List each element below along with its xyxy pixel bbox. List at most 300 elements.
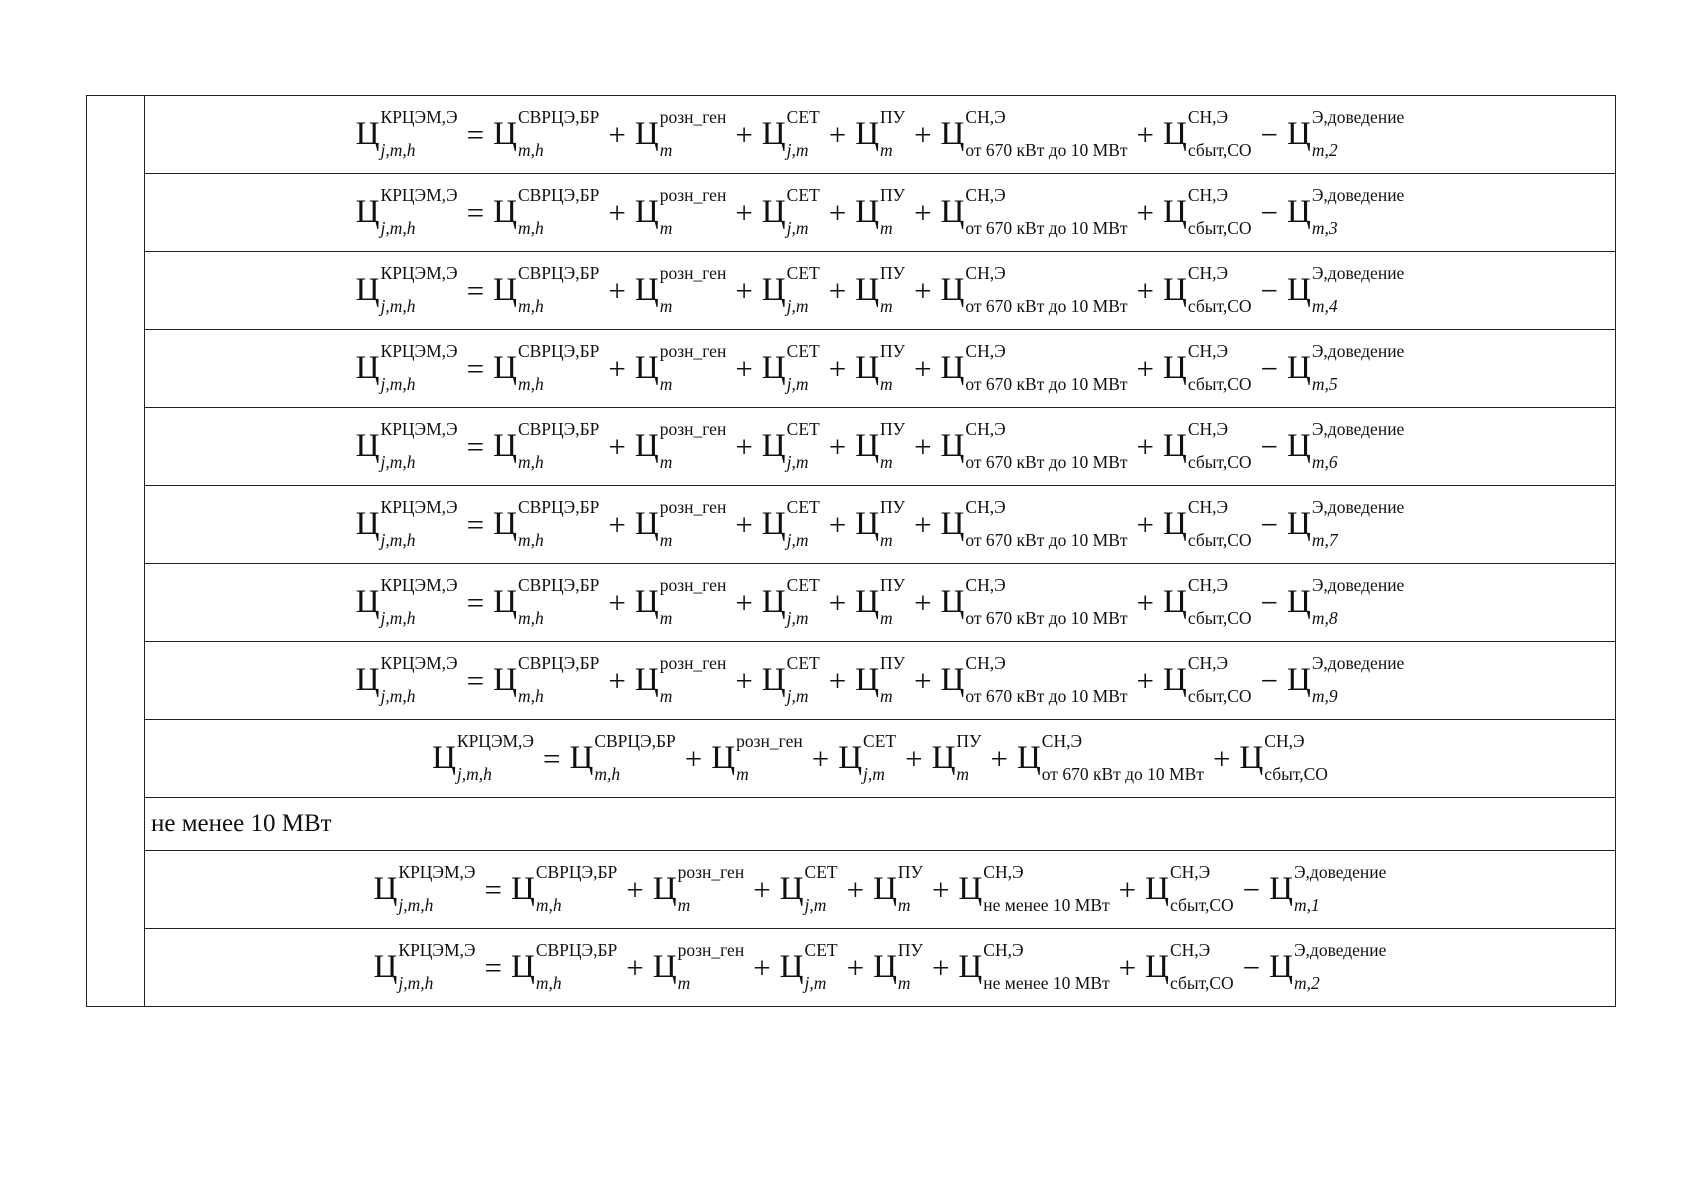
term-superscript: СВРЦЭ,БР — [517, 419, 600, 440]
term-subscript: j,m,h — [380, 295, 416, 316]
formula-operator: + — [905, 741, 923, 776]
term-indices — [517, 497, 600, 550]
term-superscript: КРЦЭМ,Э — [398, 940, 476, 961]
formula-term — [1163, 107, 1252, 160]
formula-term — [355, 419, 458, 472]
term-superscript: розн_ген — [677, 940, 745, 961]
price-symbol: Ц — [493, 272, 517, 308]
formula-term — [940, 263, 1128, 316]
formula — [354, 497, 1407, 550]
formula-term — [940, 653, 1128, 706]
term-subscript: m — [880, 607, 893, 628]
term-superscript: СВРЦЭ,БР — [517, 185, 600, 206]
formula-term — [634, 263, 727, 316]
formula-term — [1287, 653, 1405, 706]
term-subscript: m,6 — [1311, 451, 1338, 472]
price-symbol: Ц — [1163, 584, 1187, 620]
term-indices — [1187, 497, 1252, 550]
formula-operator: + — [828, 429, 847, 464]
term-superscript: СН,Э — [1169, 862, 1211, 883]
term-subscript: j,m — [786, 295, 809, 316]
term-superscript: розн_ген — [659, 341, 727, 362]
formula-operator: + — [1118, 872, 1137, 907]
term-indices — [380, 419, 458, 472]
term-subscript: m — [659, 607, 673, 628]
section-heading: не менее 10 МВт — [145, 798, 1616, 851]
formula-term — [855, 341, 906, 394]
term-superscript: СЕТ — [786, 575, 820, 596]
term-indices — [1187, 263, 1252, 316]
price-symbol: Ц — [1163, 506, 1187, 542]
term-subscript: m — [659, 217, 673, 238]
formula-operator: + — [828, 117, 847, 152]
formula-term — [493, 185, 600, 238]
price-symbol: Ц — [958, 871, 983, 907]
price-symbol: Ц — [761, 272, 786, 308]
price-symbol: Ц — [634, 584, 659, 620]
formula-operator: + — [735, 273, 753, 308]
term-indices — [786, 575, 820, 628]
term-indices — [786, 107, 820, 160]
term-superscript: СВРЦЭ,БР — [517, 497, 600, 518]
term-superscript: ПУ — [880, 419, 906, 440]
price-symbol: Ц — [1269, 871, 1293, 907]
term-subscript: m — [880, 529, 893, 550]
term-superscript: СЕТ — [863, 731, 897, 752]
term-superscript: СН,Э — [1264, 731, 1305, 752]
term-subscript: j,m,h — [380, 451, 416, 472]
term-subscript: от 670 кВт до 10 МВт — [965, 529, 1128, 550]
section-heading-row — [87, 798, 1616, 851]
term-subscript: сбыт,СО — [1187, 139, 1252, 160]
term-subscript: от 670 кВт до 10 МВт — [965, 139, 1128, 160]
price-symbol: Ц — [931, 740, 956, 776]
term-subscript: m,h — [517, 529, 544, 550]
term-superscript: СН,Э — [1187, 575, 1229, 596]
term-superscript: ПУ — [880, 185, 906, 206]
formula-cell — [145, 929, 1616, 1007]
formula-term — [569, 731, 676, 784]
price-symbol: Ц — [355, 194, 380, 230]
formula-term — [634, 107, 727, 160]
formula-term — [355, 185, 458, 238]
term-subscript: от 670 кВт до 10 МВт — [1041, 763, 1204, 784]
term-indices — [659, 263, 727, 316]
formula-row — [87, 252, 1616, 330]
formula-term — [711, 731, 803, 784]
term-indices — [1169, 862, 1234, 915]
term-superscript: СН,Э — [965, 419, 1006, 440]
price-symbol: Ц — [1287, 428, 1311, 464]
term-subscript: m — [897, 972, 911, 993]
formula-term — [634, 419, 727, 472]
formula-operator: + — [753, 950, 771, 985]
term-superscript: Э,доведение — [1311, 341, 1405, 362]
term-indices — [1311, 575, 1405, 628]
formula-cell — [145, 486, 1616, 564]
term-subscript: m,h — [517, 139, 544, 160]
price-symbol: Ц — [1163, 350, 1187, 386]
formula-term — [355, 575, 458, 628]
price-symbol: Ц — [855, 506, 880, 542]
term-superscript: КРЦЭМ,Э — [380, 263, 458, 284]
formula-operator: + — [1136, 507, 1155, 542]
formula-term — [761, 575, 820, 628]
term-superscript: Э,доведение — [1293, 940, 1387, 961]
formula-term — [510, 940, 618, 993]
term-indices — [965, 185, 1128, 238]
term-superscript: ПУ — [880, 653, 906, 674]
formula-term — [958, 862, 1110, 915]
term-subscript: j,m — [786, 373, 809, 394]
formula — [354, 263, 1407, 316]
formula-operator: − — [1242, 872, 1261, 907]
formula-term — [940, 419, 1128, 472]
formula-term — [1163, 575, 1252, 628]
formula-operator: − — [1260, 429, 1279, 464]
term-indices — [804, 862, 838, 915]
term-indices — [659, 575, 727, 628]
term-subscript: m,5 — [1311, 373, 1338, 394]
term-superscript: Э,доведение — [1311, 185, 1405, 206]
price-symbol: Ц — [1287, 350, 1311, 386]
term-subscript: не менее 10 МВт — [983, 894, 1110, 915]
term-superscript: розн_ген — [659, 575, 727, 596]
formula-operator: = — [466, 351, 485, 386]
price-symbol: Ц — [855, 116, 880, 152]
term-subscript: m,2 — [1311, 139, 1338, 160]
term-superscript: розн_ген — [659, 419, 727, 440]
term-superscript: ПУ — [880, 263, 906, 284]
price-symbol: Ц — [493, 116, 517, 152]
formula-cell — [145, 564, 1616, 642]
term-subscript: j,m — [786, 451, 809, 472]
formula-operator: − — [1260, 507, 1279, 542]
formula-term — [1269, 862, 1387, 915]
price-symbol: Ц — [493, 428, 517, 464]
price-symbol: Ц — [1269, 949, 1293, 985]
formula-operator: + — [608, 273, 626, 308]
term-superscript: СЕТ — [786, 185, 820, 206]
formula-operator: = — [466, 117, 485, 152]
term-indices — [880, 419, 906, 472]
term-superscript: КРЦЭМ,Э — [380, 419, 458, 440]
term-superscript: СН,Э — [1169, 940, 1211, 961]
term-superscript: розн_ген — [736, 731, 803, 752]
term-indices — [1187, 653, 1252, 706]
term-subscript: m,h — [517, 373, 544, 394]
formula-term — [493, 653, 600, 706]
formula-term — [1287, 419, 1405, 472]
term-indices — [983, 940, 1110, 993]
term-subscript: j,m — [786, 685, 809, 706]
formula-term — [652, 862, 745, 915]
formula-row — [87, 486, 1616, 564]
formula-term — [355, 497, 458, 550]
formula-term — [1239, 731, 1328, 784]
formula-term — [761, 107, 820, 160]
price-symbol: Ц — [652, 871, 677, 907]
term-subscript: j,m — [863, 763, 885, 784]
term-superscript: СН,Э — [965, 341, 1006, 362]
term-superscript: КРЦЭМ,Э — [456, 731, 534, 752]
term-subscript: j,m,h — [456, 763, 492, 784]
term-superscript: розн_ген — [659, 107, 727, 128]
formula-term — [940, 575, 1128, 628]
price-symbol: Ц — [373, 949, 398, 985]
formula-term — [855, 419, 906, 472]
term-superscript: СН,Э — [983, 862, 1024, 883]
formula-term — [1287, 341, 1405, 394]
price-symbol: Ц — [761, 662, 786, 698]
price-symbol: Ц — [855, 662, 880, 698]
price-symbol: Ц — [355, 350, 380, 386]
term-indices — [965, 653, 1128, 706]
formula — [354, 575, 1407, 628]
term-superscript: СЕТ — [786, 263, 820, 284]
price-symbol: Ц — [761, 194, 786, 230]
term-subscript: m — [880, 451, 893, 472]
price-symbol: Ц — [493, 350, 517, 386]
term-subscript: m,1 — [1293, 894, 1320, 915]
formula-term — [761, 185, 820, 238]
price-symbol: Ц — [958, 949, 983, 985]
formula-operator: + — [735, 429, 753, 464]
term-superscript: Э,доведение — [1311, 497, 1405, 518]
term-subscript: m,2 — [1293, 972, 1320, 993]
term-indices — [1187, 419, 1252, 472]
term-subscript: m,h — [535, 972, 562, 993]
term-subscript: j,m — [804, 894, 827, 915]
term-indices — [863, 731, 897, 784]
formula-term — [761, 497, 820, 550]
price-symbol: Ц — [355, 116, 380, 152]
term-superscript: СЕТ — [804, 940, 838, 961]
formula-term — [373, 940, 476, 993]
term-subscript: m,h — [594, 763, 621, 784]
term-indices — [786, 263, 820, 316]
formula-row — [87, 330, 1616, 408]
formula-row — [87, 642, 1616, 720]
term-subscript: m,4 — [1311, 295, 1338, 316]
term-indices — [956, 731, 982, 784]
price-symbol: Ц — [634, 428, 659, 464]
price-symbol: Ц — [855, 272, 880, 308]
price-symbol: Ц — [940, 584, 965, 620]
formula-term — [873, 940, 923, 993]
formula-term — [493, 263, 600, 316]
term-indices — [965, 419, 1128, 472]
formula-term — [1269, 940, 1387, 993]
term-indices — [786, 653, 820, 706]
formula-operator: − — [1260, 273, 1279, 308]
term-subscript: j,m,h — [398, 972, 434, 993]
price-symbol: Ц — [1287, 194, 1311, 230]
price-symbol: Ц — [493, 194, 517, 230]
term-indices — [1293, 940, 1387, 993]
formula-term — [958, 940, 1110, 993]
formula-term — [634, 653, 727, 706]
formula-operator: + — [914, 195, 932, 230]
price-symbol: Ц — [1163, 194, 1187, 230]
price-symbol: Ц — [510, 871, 535, 907]
formula — [430, 731, 1330, 784]
formula-term — [355, 653, 458, 706]
term-subscript: m,h — [517, 607, 544, 628]
formula-cell — [145, 252, 1616, 330]
term-indices — [1293, 862, 1387, 915]
formula-term — [510, 862, 618, 915]
term-indices — [659, 653, 727, 706]
formula-operator: − — [1260, 585, 1279, 620]
term-superscript: СВРЦЭ,БР — [594, 731, 676, 752]
term-indices — [804, 940, 838, 993]
term-superscript: СН,Э — [1187, 263, 1229, 284]
formula-operator: + — [828, 507, 847, 542]
formula-operator: + — [828, 273, 847, 308]
formula-operator: − — [1242, 950, 1261, 985]
term-subscript: j,m,h — [398, 894, 434, 915]
term-superscript: Э,доведение — [1311, 263, 1405, 284]
formula-operator: + — [914, 663, 932, 698]
price-symbol: Ц — [838, 740, 863, 776]
formula-operator: + — [1136, 585, 1155, 620]
formula-term — [493, 497, 600, 550]
formula-operator: + — [626, 950, 644, 985]
term-indices — [1311, 341, 1405, 394]
term-superscript: Э,доведение — [1293, 862, 1387, 883]
term-indices — [880, 497, 906, 550]
price-symbol: Ц — [634, 194, 659, 230]
formula-cell — [145, 174, 1616, 252]
term-indices — [517, 185, 600, 238]
price-symbol: Ц — [634, 662, 659, 698]
term-indices — [1311, 107, 1405, 160]
term-superscript: СВРЦЭ,БР — [517, 341, 600, 362]
term-indices — [659, 341, 727, 394]
term-subscript: сбыт,СО — [1187, 217, 1252, 238]
formula — [354, 185, 1407, 238]
formula-term — [940, 497, 1128, 550]
formula — [354, 107, 1407, 160]
term-superscript: ПУ — [897, 940, 923, 961]
price-symbol: Ц — [1239, 740, 1264, 776]
term-superscript: СЕТ — [804, 862, 838, 883]
price-symbol: Ц — [940, 350, 965, 386]
formula-term — [1163, 263, 1252, 316]
term-indices — [1169, 940, 1234, 993]
price-symbol: Ц — [1287, 506, 1311, 542]
formula-term — [855, 575, 906, 628]
term-subscript: не менее 10 МВт — [983, 972, 1110, 993]
term-subscript: сбыт,СО — [1187, 373, 1252, 394]
formula-operator: = — [466, 585, 485, 620]
term-superscript: СВРЦЭ,БР — [535, 862, 618, 883]
term-subscript: m,h — [517, 217, 544, 238]
term-indices — [517, 107, 600, 160]
price-symbol: Ц — [355, 272, 380, 308]
term-superscript: Э,доведение — [1311, 419, 1405, 440]
formula-operator: + — [608, 663, 626, 698]
formula-term — [1163, 497, 1252, 550]
formula-row — [87, 929, 1616, 1007]
term-superscript: розн_ген — [659, 497, 727, 518]
formula-operator: + — [1212, 741, 1231, 776]
formula-operator: = — [484, 872, 502, 907]
term-indices — [659, 185, 727, 238]
formula-term — [940, 341, 1128, 394]
price-symbol: Ц — [940, 506, 965, 542]
formula-term — [493, 419, 600, 472]
term-indices — [517, 263, 600, 316]
term-subscript: m — [880, 295, 893, 316]
term-superscript: ПУ — [897, 862, 923, 883]
formula-operator: + — [1136, 195, 1155, 230]
price-symbol: Ц — [940, 272, 965, 308]
term-superscript: СН,Э — [965, 575, 1006, 596]
formula-operator: + — [684, 741, 703, 776]
price-symbol: Ц — [493, 584, 517, 620]
term-subscript: m — [659, 373, 673, 394]
term-superscript: СН,Э — [983, 940, 1024, 961]
formula-operator: + — [626, 872, 644, 907]
formula-term — [855, 107, 906, 160]
term-indices — [1187, 341, 1252, 394]
price-symbol: Ц — [940, 428, 965, 464]
price-symbol: Ц — [1287, 272, 1311, 308]
formula-term — [355, 341, 458, 394]
formula-term — [634, 341, 727, 394]
formula-operator: + — [914, 273, 932, 308]
formula-term — [1145, 940, 1234, 993]
term-indices — [983, 862, 1110, 915]
formula-term — [493, 575, 600, 628]
term-indices — [965, 497, 1128, 550]
term-indices — [380, 107, 458, 160]
term-subscript: m — [880, 139, 893, 160]
price-symbol: Ц — [652, 949, 677, 985]
formula-operator: − — [1260, 663, 1279, 698]
formula-operator: + — [735, 117, 753, 152]
term-superscript: КРЦЭМ,Э — [380, 185, 458, 206]
term-indices — [897, 940, 923, 993]
price-symbol: Ц — [761, 116, 786, 152]
formula-term — [1287, 575, 1405, 628]
formula-term — [761, 419, 820, 472]
term-superscript: СН,Э — [1041, 731, 1083, 752]
term-indices — [1311, 419, 1405, 472]
price-symbol: Ц — [355, 506, 380, 542]
term-indices — [380, 341, 458, 394]
term-subscript: j,m,h — [380, 685, 416, 706]
price-symbol: Ц — [711, 740, 736, 776]
term-superscript: ПУ — [880, 107, 906, 128]
term-superscript: СН,Э — [1187, 107, 1229, 128]
price-symbol: Ц — [940, 116, 965, 152]
formula-term — [373, 862, 476, 915]
formula-cell — [145, 720, 1616, 798]
term-indices — [1311, 263, 1405, 316]
price-symbol: Ц — [569, 740, 594, 776]
term-subscript: m,7 — [1311, 529, 1338, 550]
formula-operator: + — [931, 872, 950, 907]
term-indices — [517, 419, 600, 472]
price-symbol: Ц — [761, 350, 786, 386]
formula-operator: + — [914, 117, 932, 152]
price-symbol: Ц — [761, 506, 786, 542]
term-indices — [1311, 185, 1405, 238]
formula-term — [779, 940, 838, 993]
